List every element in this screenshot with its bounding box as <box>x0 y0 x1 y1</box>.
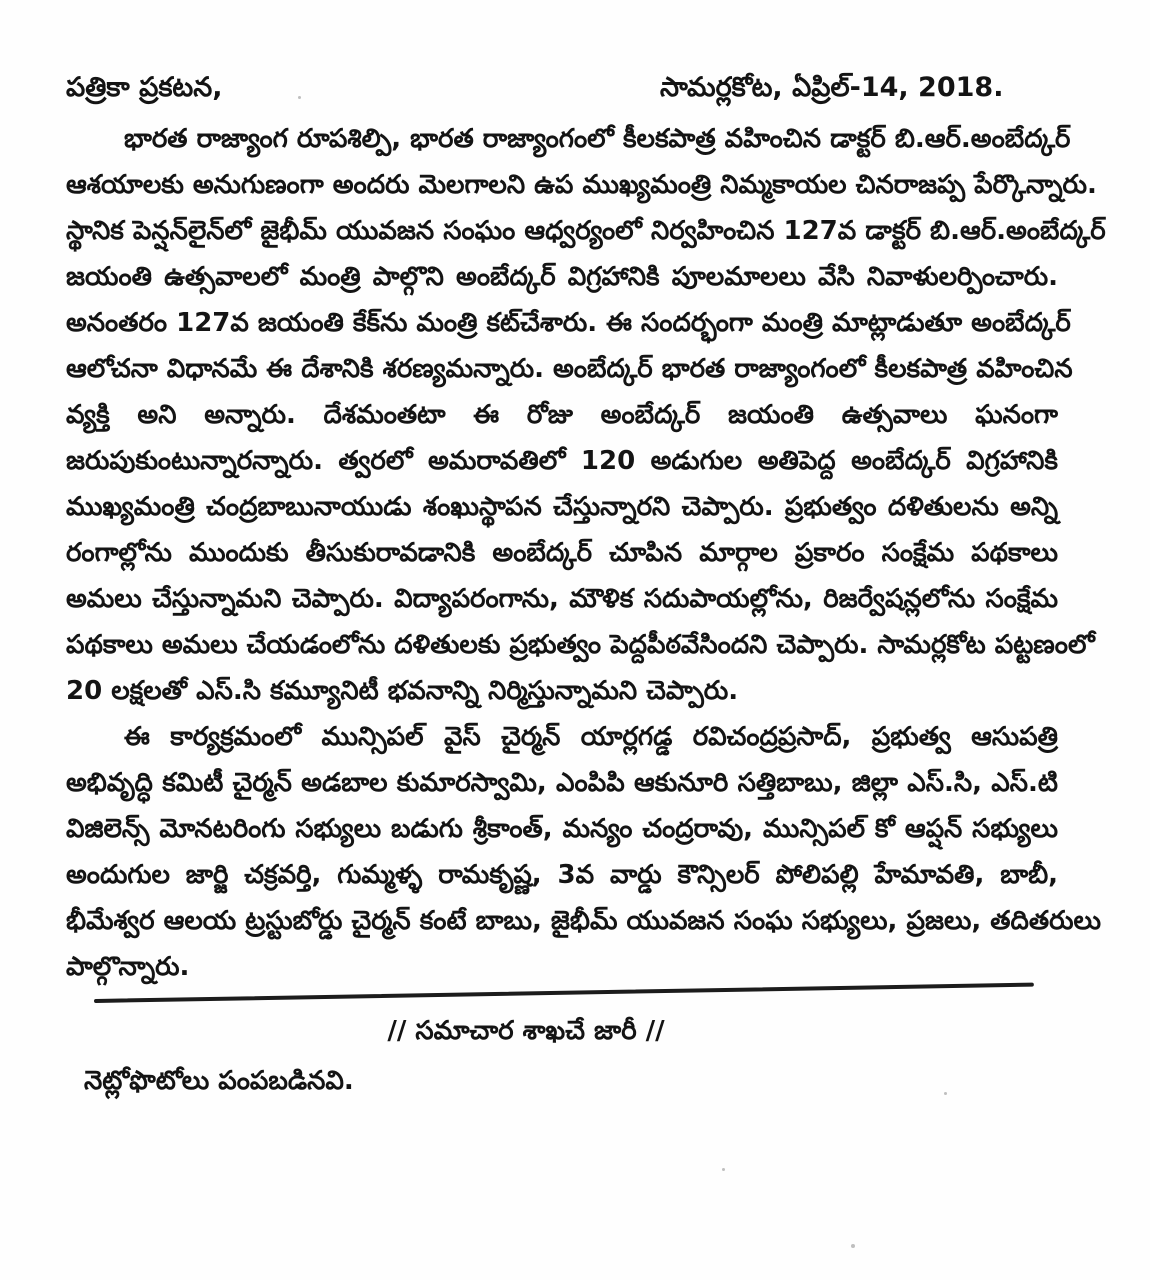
document-header <box>66 72 1086 118</box>
body-line: ఆలోచనా విధానమే ఈ దేశానికి శరణ్యమన్నారు. అంబేద్కర్ భారత రాజ్యాంగంలో కీలకపాత్ర వహించిన <box>66 354 1073 384</box>
scan-speck <box>298 96 301 99</box>
scan-speck <box>722 1168 725 1171</box>
dateline: సామర్లకోట, ఏప్రిల్-14, 2018. <box>660 72 1004 103</box>
body-line: జరుపుకుంటున్నారన్నారు. త్వరలో అమరావతిలో 120 అడుగుల అతిపెద్ద అంబేద్కర్ విగ్రహానికి <box>66 446 1058 476</box>
body-line: అమలు చేస్తున్నామని చెప్పారు. విద్యాపరంగాను, మౌళిక సదుపాయల్లోను, రిజర్వేషన్లలోను సంక్షేమ <box>66 584 1058 614</box>
body-line: విజిలెన్స్ మోనటరింగు సభ్యులు బడుగు శ్రీకాంత్, మన్యం చంద్రరావు, మున్సిపల్ కో ఆప్షన్ సభ్యులు <box>66 814 1058 844</box>
body-line: జయంతి ఉత్సవాలలో మంత్రి పాల్గొని అంబేద్కర్ విగ్రహానికి పూలమాలలు వేసి నివాళులర్పించారు. <box>66 262 1058 292</box>
body-line: అభివృద్ధి కమిటీ చైర్మన్ అడబాల కుమారస్వామి, ఎంపిపి ఆకునూరి సత్తిబాబు, జిల్లా ఎస్.సి, ఎస్.టి <box>66 768 1058 798</box>
body-line: 20 లక్షలతో ఎస్.సి కమ్యూనిటీ భవనాన్ని నిర్మిస్తున్నామని చెప్పారు. <box>66 676 739 706</box>
body-line: అనంతరం 127వ జయంతి కేక్‌ను మంత్రి కట్‌చేశారు. ఈ సందర్భంగా మంత్రి మాట్లాడుతూ అంబేద్కర్ <box>66 308 1071 338</box>
scan-speck <box>944 1092 947 1095</box>
body-line: ముఖ్యమంత్రి చంద్రబాబునాయుడు శంఖుస్థాపన చేస్తున్నారని చెప్పారు. ప్రభుత్వం దళితులను అన్ని <box>66 492 1058 522</box>
doc-type-label: పత్రికా ప్రకటన, <box>66 72 223 103</box>
scan-speck <box>851 1244 855 1248</box>
body-line: పాల్గొన్నారు. <box>66 952 190 982</box>
body-line: అందుగుల జార్జి చక్రవర్తి, గుమ్మళ్ళ రామకృష్ణ, 3వ వార్డు కౌన్సిలర్ పోలిపల్లి హేమావతి, బాబీ, <box>66 860 1058 890</box>
press-release-body <box>66 116 1106 990</box>
body-line: భారత రాజ్యాంగ రూపశిల్పి, భారత రాజ్యాంగంలో కీలకపాత్ర వహించిన డాక్టర్ బి.ఆర్.అంబేద్కర్ <box>124 124 1071 154</box>
body-line: ఆశయాలకు అనుగుణంగా అందరు మెలగాలని ఉప ముఖ్యమంత్రి నిమ్మకాయల చినరాజప్ప పేర్కొన్నారు. <box>66 170 1097 200</box>
body-line: పథకాలు అమలు చేయడంలోను దళితులకు ప్రభుత్వం పెద్దపీఠవేసిందని చెప్పారు. సామర్లకోట పట్టణంలో <box>66 630 1095 660</box>
body-line: ఈ కార్యక్రమంలో మున్సిపల్ వైస్ చైర్మన్ యార్లగడ్డ రవిచంద్రప్రసాద్, ప్రభుత్వ ఆసుపత్రి <box>124 722 1058 752</box>
body-line: స్థానిక పెన్షన్‌లైన్‌లో జైభీమ్ యువజన సంఘం ఆధ్వర్యంలో నిర్వహించిన 127వ డాక్టర్ బి.ఆర్.అంబేద్కర్ <box>66 216 1106 246</box>
body-line: వ్యక్తి అని అన్నారు. దేశమంతటా ఈ రోజు అంబేద్కర్ జయంతి ఉత్సవాలు ఘనంగా <box>66 400 1058 430</box>
body-line: రంగాల్లోను ముందుకు తీసుకురావడానికి అంబేద్కర్ చూపిన మార్గాల ప్రకారం సంక్షేమ పథకాలు <box>66 538 1058 568</box>
photos-sent-note: నెట్లోఫొటోలు పంపబడినవి. <box>84 1066 354 1096</box>
body-line: భీమేశ్వర ఆలయ ట్రస్టుబోర్డు చైర్మన్ కంటే బాబు, జైభీమ్ యువజన సంఘ సభ్యులు, ప్రజలు, తదితరులు <box>66 906 1101 936</box>
issued-by-note: // సమాచార శాఖచే జారీ // <box>387 1016 665 1046</box>
